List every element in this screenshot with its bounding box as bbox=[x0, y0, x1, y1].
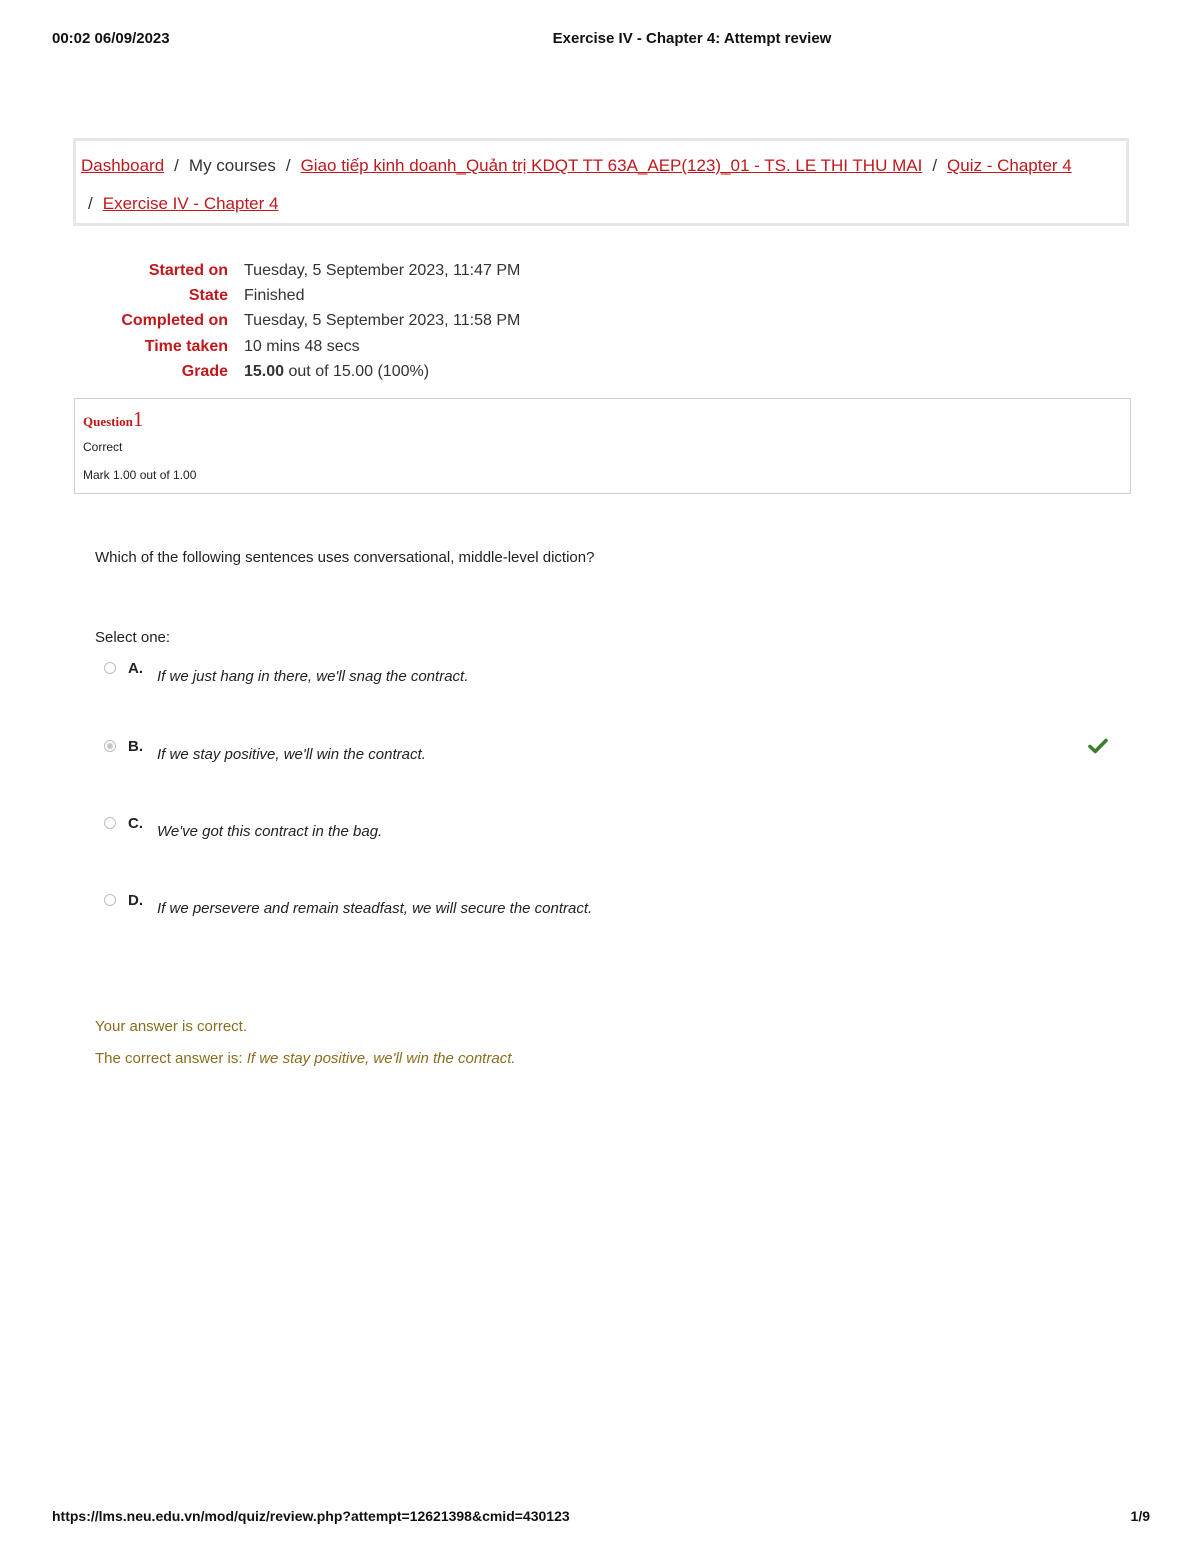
breadcrumb bbox=[73, 138, 1129, 226]
print-page-title: Exercise IV - Chapter 4: Attempt review bbox=[552, 30, 832, 47]
summary-row-completed bbox=[90, 309, 520, 334]
question-number bbox=[83, 407, 143, 432]
print-timestamp: 00:02 06/09/2023 bbox=[52, 30, 170, 47]
question-info-box bbox=[74, 398, 1131, 494]
answer-option-d[interactable] bbox=[104, 892, 1114, 922]
print-page-number: 1/9 bbox=[1130, 1508, 1150, 1524]
breadcrumb-my-courses: My courses bbox=[188, 156, 276, 175]
option-a-radio[interactable] bbox=[104, 662, 116, 674]
option-b-text: If we stay positive, we'll win the contract. bbox=[157, 746, 426, 763]
correct-answer-feedback bbox=[95, 1050, 516, 1067]
answer-option-c[interactable] bbox=[104, 815, 1114, 845]
breadcrumb-separator: / bbox=[285, 156, 291, 175]
option-d-text: If we persevere and remain steadfast, we will secure the contract. bbox=[157, 900, 593, 917]
question-mark: Mark 1.00 out of 1.00 bbox=[83, 468, 197, 482]
breadcrumb-course-link[interactable]: Giao tiếp kinh doanh_Quản trị KDQT TT 63A_AEP(123)_01 - TS. LE THI THU MAI bbox=[300, 156, 923, 175]
breadcrumb-quiz-link[interactable]: Quiz - Chapter 4 bbox=[947, 156, 1072, 175]
correct-check-icon bbox=[1088, 738, 1108, 759]
answer-feedback: Your answer is correct. bbox=[95, 1018, 248, 1035]
completed-on-value: Tuesday, 5 September 2023, 11:58 PM bbox=[244, 312, 521, 330]
time-taken-value: 10 mins 48 secs bbox=[244, 337, 360, 355]
summary-row-started bbox=[90, 258, 520, 283]
select-one-prompt: Select one: bbox=[95, 629, 171, 646]
option-c-letter: C. bbox=[128, 815, 143, 832]
answer-option-a[interactable] bbox=[104, 660, 1114, 690]
question-state: Correct bbox=[83, 440, 123, 454]
option-a-text: If we just hang in there, we'll snag the contract. bbox=[157, 668, 469, 685]
breadcrumb-separator: / bbox=[88, 194, 93, 213]
summary-row-grade bbox=[90, 359, 520, 384]
breadcrumb-dashboard-link[interactable]: Dashboard bbox=[81, 156, 165, 175]
correct-answer-text: If we stay positive, we'll win the contract. bbox=[246, 1050, 516, 1067]
correct-answer-label: The correct answer is: bbox=[95, 1050, 243, 1067]
option-c-radio[interactable] bbox=[104, 817, 116, 829]
question-number-value: 1 bbox=[132, 407, 144, 431]
state-label: State bbox=[188, 286, 228, 304]
summary-row-time bbox=[90, 334, 520, 359]
option-b-radio[interactable] bbox=[104, 740, 116, 752]
started-on-label: Started on bbox=[148, 261, 228, 279]
grade-value bbox=[244, 363, 429, 381]
answer-option-b[interactable] bbox=[104, 738, 1114, 768]
grade-rest: out of 15.00 (100%) bbox=[288, 362, 430, 380]
grade-label: Grade bbox=[181, 362, 228, 380]
print-url: https://lms.neu.edu.vn/mod/quiz/review.php?attempt=12621398&cmid=430123 bbox=[52, 1508, 570, 1524]
breadcrumb-exercise-link[interactable]: Exercise IV - Chapter 4 bbox=[102, 194, 279, 213]
option-d-radio[interactable] bbox=[104, 894, 116, 906]
summary-row-state bbox=[90, 283, 520, 308]
option-d-letter: D. bbox=[128, 892, 143, 909]
option-a-letter: A. bbox=[128, 660, 143, 677]
question-label: Question bbox=[83, 414, 133, 429]
attempt-summary bbox=[90, 258, 520, 384]
started-on-value: Tuesday, 5 September 2023, 11:47 PM bbox=[244, 261, 521, 279]
completed-on-label: Completed on bbox=[121, 312, 228, 330]
state-value: Finished bbox=[244, 286, 305, 304]
breadcrumb-separator: / bbox=[174, 156, 179, 175]
option-b-letter: B. bbox=[128, 738, 143, 755]
grade-score: 15.00 bbox=[244, 362, 285, 380]
question-text: Which of the following sentences uses conversational, middle-level diction? bbox=[95, 549, 595, 566]
option-c-text: We've got this contract in the bag. bbox=[157, 823, 383, 840]
time-taken-label: Time taken bbox=[144, 337, 228, 355]
breadcrumb-separator: / bbox=[932, 156, 938, 175]
